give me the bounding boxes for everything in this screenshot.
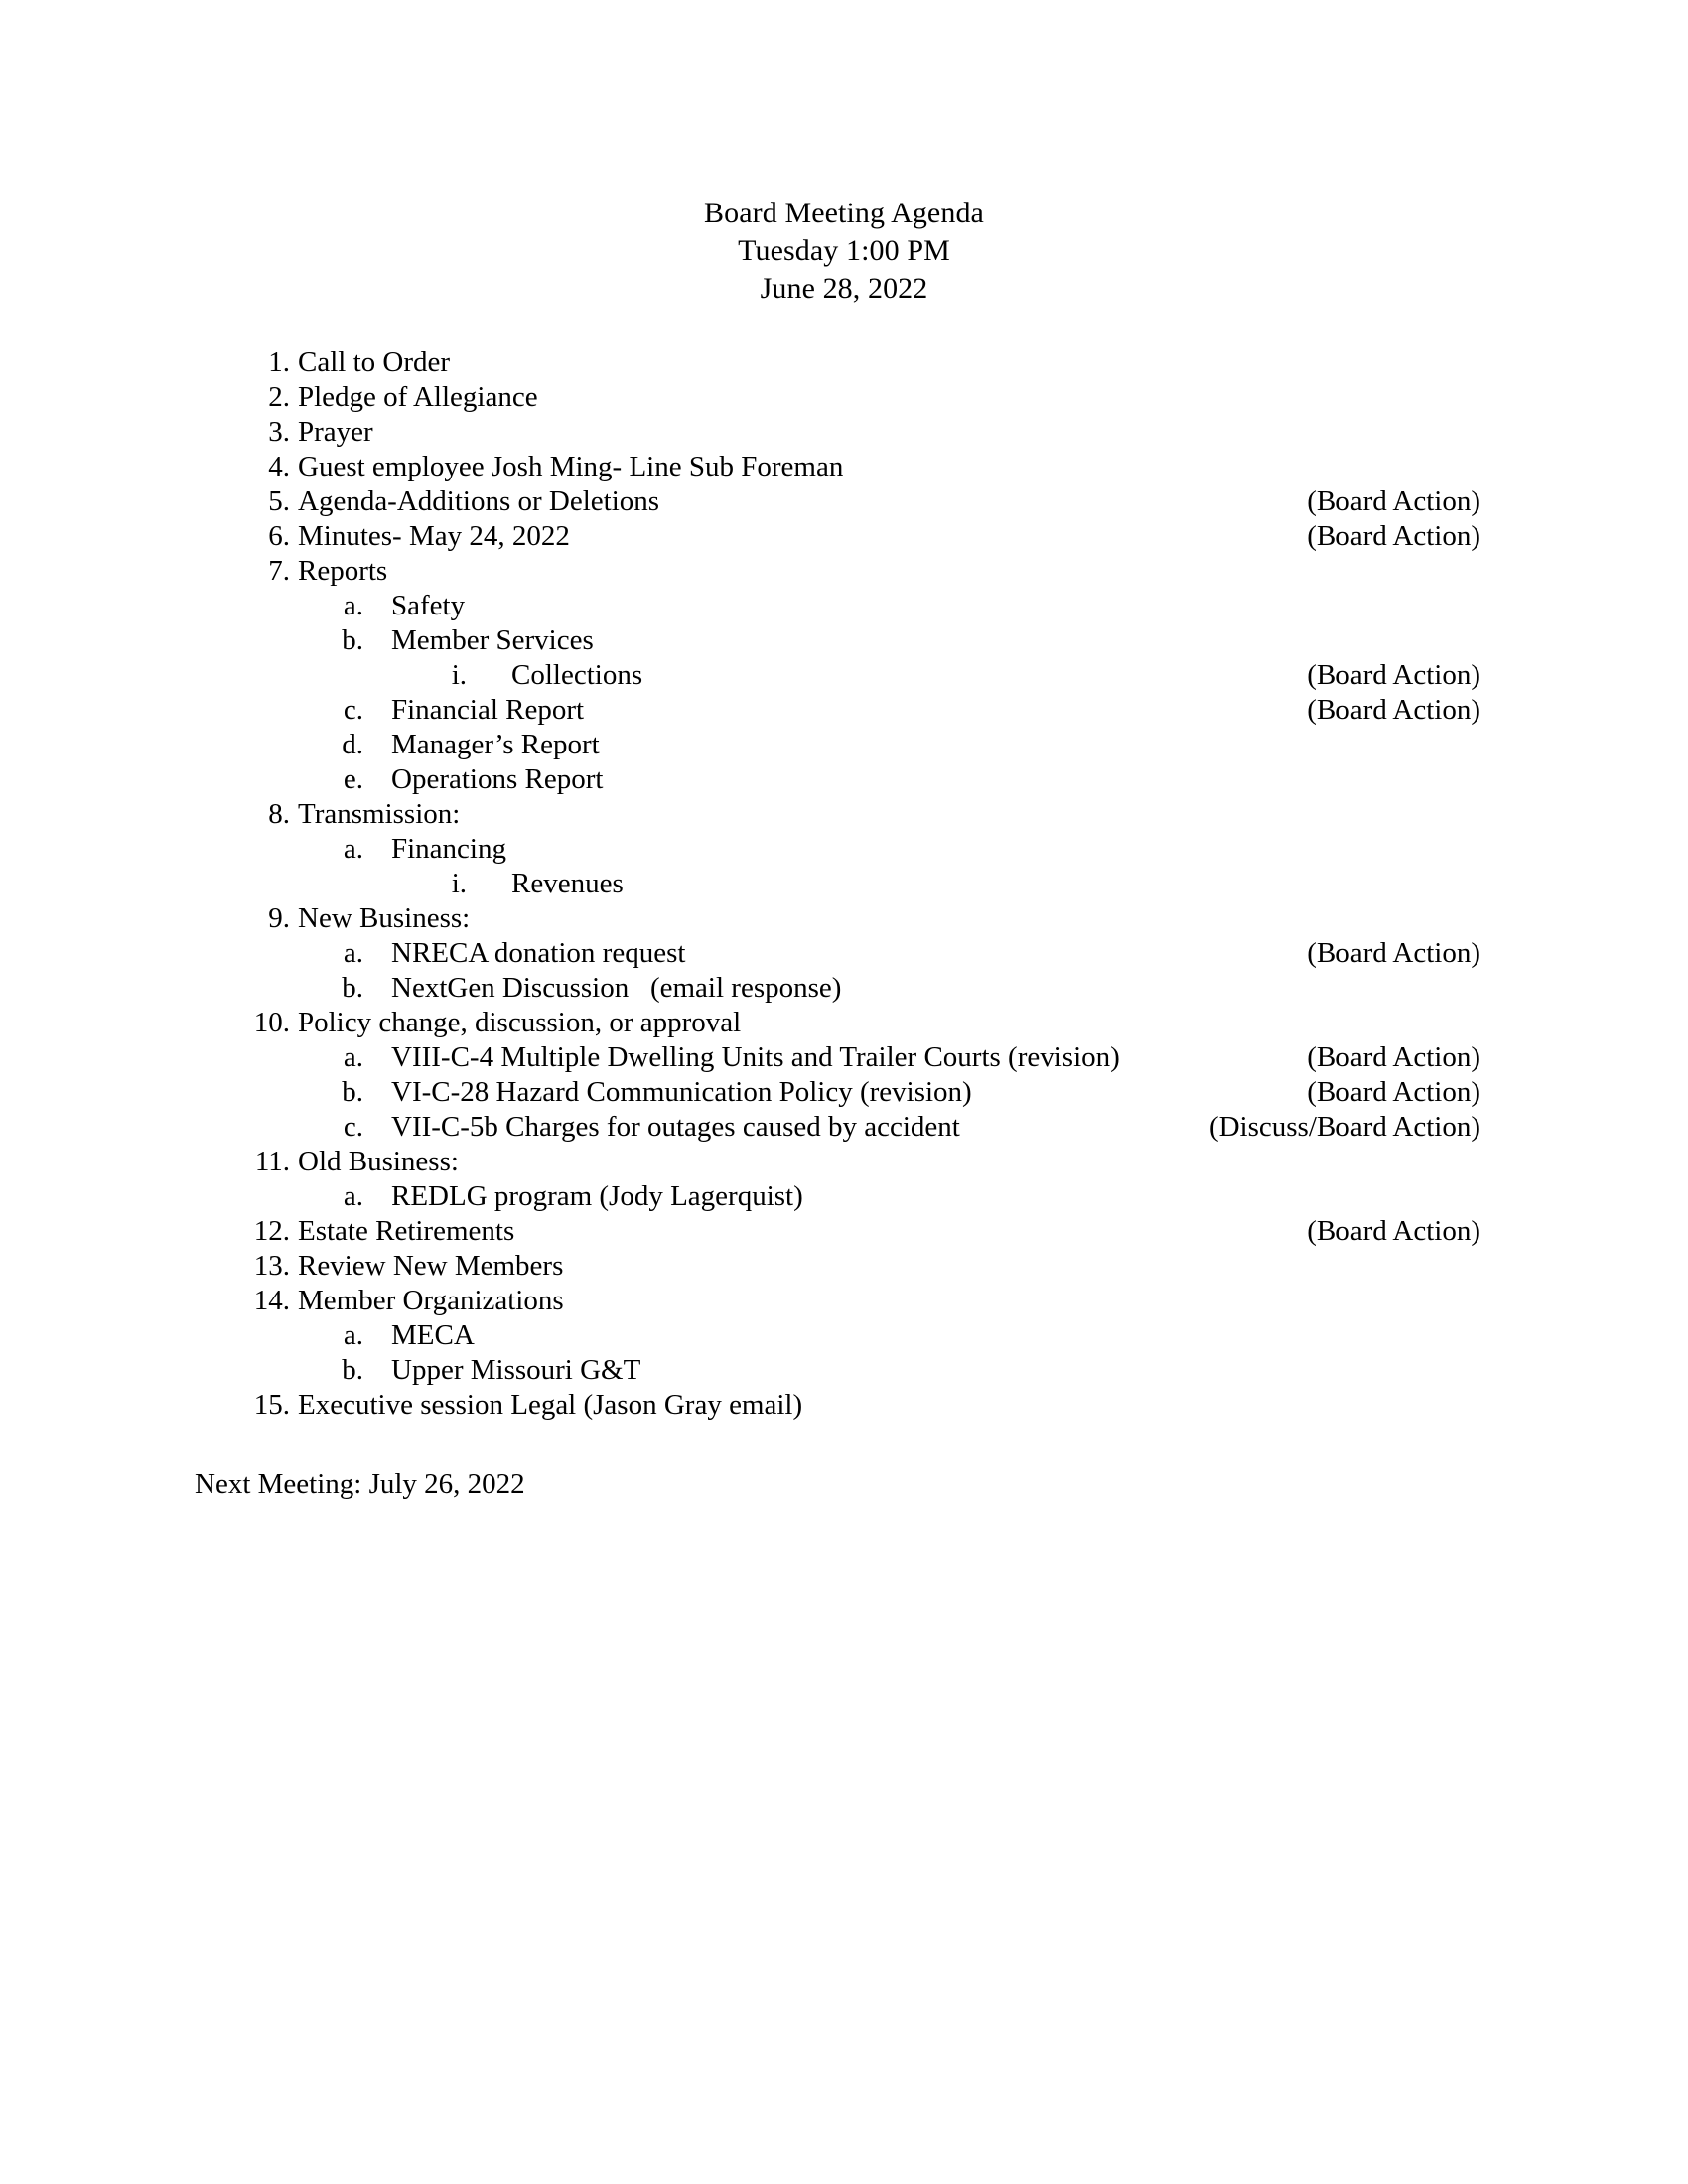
- agenda-item-marker: 14.: [253, 1285, 290, 1316]
- agenda-item-label: Estate Retirements: [298, 1215, 515, 1247]
- agenda-item-label: VI-C-28 Hazard Communication Policy (revision): [391, 1076, 972, 1108]
- agenda-item-marker: 12.: [253, 1215, 290, 1247]
- agenda-item: [0, 1110, 1688, 1145]
- agenda-item: [0, 1179, 1688, 1214]
- agenda-item-marker: i.: [451, 659, 467, 691]
- agenda-item-label: Review New Members: [298, 1250, 564, 1282]
- agenda-item-label: Revenues: [511, 868, 624, 899]
- agenda-item: [0, 1249, 1688, 1284]
- agenda-item-marker: e.: [343, 763, 363, 795]
- agenda-item: [0, 519, 1688, 554]
- agenda-item-marker: 6.: [268, 520, 290, 552]
- agenda-item: [0, 1006, 1688, 1040]
- agenda-item: [0, 554, 1688, 589]
- agenda-item-marker: b.: [342, 1076, 363, 1108]
- document-header: [0, 195, 1688, 308]
- agenda-item-label: Reports: [298, 555, 388, 587]
- agenda-item-label: Financial Report: [391, 694, 585, 726]
- agenda-item-marker: b.: [342, 972, 363, 1004]
- agenda-item-label: NRECA donation request: [391, 937, 686, 969]
- agenda-item: [0, 936, 1688, 971]
- agenda-item: [0, 1145, 1688, 1179]
- agenda-item-label: Financing: [391, 833, 506, 865]
- page-title: Board Meeting Agenda: [704, 197, 984, 229]
- meeting-time: Tuesday 1:00 PM: [738, 234, 950, 267]
- agenda-item-marker: 13.: [253, 1250, 290, 1282]
- agenda-item-label: New Business:: [298, 902, 471, 934]
- agenda-item: [0, 415, 1688, 450]
- agenda-item-action-label: (Board Action): [1307, 485, 1480, 517]
- agenda-item: [0, 1353, 1688, 1388]
- agenda-item-label: Policy change, discussion, or approval: [298, 1007, 742, 1038]
- agenda-item-action-label: (Board Action): [1307, 659, 1480, 691]
- agenda-item: [0, 867, 1688, 901]
- agenda-item-label: Minutes- May 24, 2022: [298, 520, 570, 552]
- agenda-item: [0, 971, 1688, 1006]
- agenda-item-label: Old Business:: [298, 1146, 459, 1177]
- agenda-item-marker: 11.: [254, 1146, 290, 1177]
- next-meeting-note: Next Meeting: July 26, 2022: [195, 1468, 525, 1500]
- agenda-item-label: Manager’s Report: [391, 729, 600, 760]
- agenda-item: [0, 345, 1688, 380]
- agenda-item: [0, 484, 1688, 519]
- agenda-item-action-label: (Board Action): [1307, 1076, 1480, 1108]
- agenda-item-label: Executive session Legal (Jason Gray email): [298, 1389, 803, 1421]
- agenda-item-action-label: (Board Action): [1307, 937, 1480, 969]
- agenda-item-marker: d.: [342, 729, 363, 760]
- agenda-item-marker: b.: [342, 1354, 363, 1386]
- agenda-item-label: Transmission:: [298, 798, 461, 830]
- agenda-item-marker: a.: [343, 937, 363, 969]
- agenda-item-label: NextGen Discussion (email response): [391, 972, 842, 1004]
- agenda-item: [0, 380, 1688, 415]
- agenda-item: [0, 589, 1688, 623]
- agenda-item-marker: 15.: [253, 1389, 290, 1421]
- agenda-item: [0, 1318, 1688, 1353]
- agenda-item-marker: 8.: [268, 798, 290, 830]
- agenda-item: [0, 762, 1688, 797]
- agenda-item-label: Agenda-Additions or Deletions: [298, 485, 660, 517]
- agenda-item: [0, 901, 1688, 936]
- meeting-date: June 28, 2022: [760, 272, 928, 305]
- agenda-item-marker: 2.: [268, 381, 290, 413]
- agenda-item-label: VIII-C-4 Multiple Dwelling Units and Trailer Courts (revision): [391, 1041, 1120, 1073]
- agenda-item-label: VII-C-5b Charges for outages caused by accident: [391, 1111, 960, 1143]
- agenda-item-marker: c.: [343, 694, 363, 726]
- agenda-item-action-label: (Board Action): [1307, 520, 1480, 552]
- agenda-item-label: Call to Order: [298, 346, 451, 378]
- agenda-item-marker: 9.: [268, 902, 290, 934]
- agenda-item-action-label: (Board Action): [1307, 694, 1480, 726]
- agenda-item-label: Upper Missouri G&T: [391, 1354, 641, 1386]
- agenda-item-marker: 1.: [268, 346, 290, 378]
- agenda-item-marker: 7.: [268, 555, 290, 587]
- agenda-item: [0, 623, 1688, 658]
- agenda-item-label: REDLG program (Jody Lagerquist): [391, 1180, 803, 1212]
- agenda-item-marker: 4.: [268, 451, 290, 482]
- agenda-item-marker: 5.: [268, 485, 290, 517]
- agenda-item-marker: b.: [342, 624, 363, 656]
- agenda-item-label: Collections: [511, 659, 643, 691]
- agenda-item: [0, 1284, 1688, 1318]
- agenda-item-label: Guest employee Josh Ming- Line Sub Foreman: [298, 451, 844, 482]
- agenda-item-marker: a.: [343, 1180, 363, 1212]
- agenda-item-marker: a.: [343, 1041, 363, 1073]
- agenda-item: [0, 797, 1688, 832]
- agenda-item: [0, 728, 1688, 762]
- agenda-item-marker: a.: [343, 590, 363, 621]
- agenda-item-label: Operations Report: [391, 763, 604, 795]
- agenda-list: [0, 345, 1688, 1423]
- agenda-item-label: Member Organizations: [298, 1285, 564, 1316]
- agenda-item-marker: 10.: [253, 1007, 290, 1038]
- agenda-item: [0, 1075, 1688, 1110]
- agenda-item-marker: a.: [343, 1319, 363, 1351]
- agenda-item: [0, 450, 1688, 484]
- agenda-item-label: Pledge of Allegiance: [298, 381, 538, 413]
- agenda-item-label: Prayer: [298, 416, 373, 448]
- agenda-item: [0, 1388, 1688, 1423]
- agenda-item-action-label: (Discuss/Board Action): [1208, 1111, 1480, 1143]
- agenda-item: [0, 832, 1688, 867]
- agenda-item-label: Member Services: [391, 624, 594, 656]
- agenda-item-marker: 3.: [268, 416, 290, 448]
- agenda-item-label: MECA: [391, 1319, 475, 1351]
- agenda-item: [0, 1214, 1688, 1249]
- agenda-item-label: Safety: [391, 590, 466, 621]
- agenda-item: [0, 658, 1688, 693]
- agenda-item-action-label: (Board Action): [1307, 1041, 1480, 1073]
- agenda-item-marker: c.: [343, 1111, 363, 1143]
- agenda-item: [0, 693, 1688, 728]
- agenda-item: [0, 1040, 1688, 1075]
- agenda-item-marker: a.: [343, 833, 363, 865]
- agenda-item-marker: i.: [451, 868, 467, 899]
- agenda-item-action-label: (Board Action): [1307, 1215, 1480, 1247]
